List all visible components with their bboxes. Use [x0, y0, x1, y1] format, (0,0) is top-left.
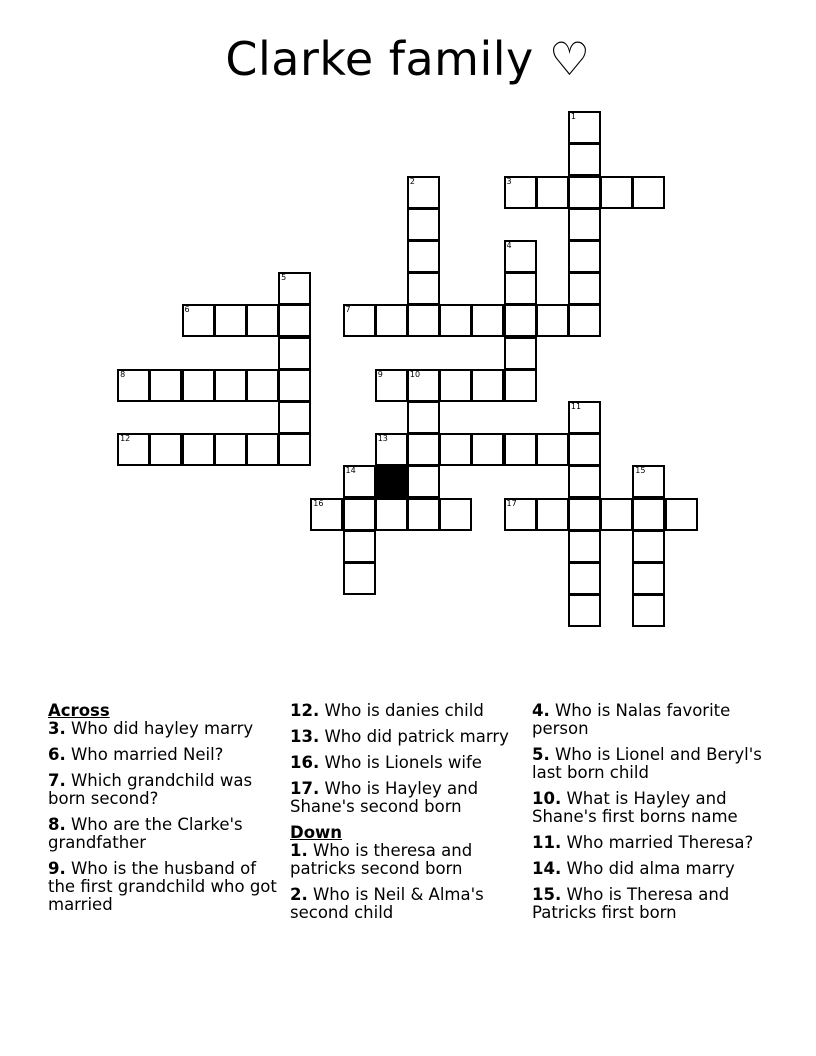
grid-cell[interactable]	[536, 176, 569, 209]
clue-number: 7	[345, 305, 351, 315]
grid-cell[interactable]	[407, 208, 440, 241]
grid-cell[interactable]	[439, 369, 472, 402]
grid-cell[interactable]	[568, 208, 601, 241]
clue-number: 5	[281, 273, 287, 283]
grid-cell[interactable]	[439, 304, 472, 337]
grid-cell[interactable]	[600, 498, 633, 531]
clue-number: 10	[409, 369, 421, 379]
clue-number: 16	[313, 498, 324, 508]
grid-cell[interactable]	[278, 369, 311, 402]
grid-cell[interactable]	[632, 562, 665, 595]
clue-across-8: 8. Who are the Clarke's grandfather	[48, 815, 243, 852]
grid-cell[interactable]	[343, 562, 376, 595]
clue-across-16: 16. Who is Lionels wife	[290, 753, 482, 772]
clue-number: 15	[635, 466, 646, 476]
grid-cell[interactable]	[504, 369, 537, 402]
grid-cell[interactable]	[407, 433, 440, 466]
grid-cell[interactable]	[568, 111, 601, 144]
grid-cell[interactable]	[632, 465, 665, 498]
grid-cell[interactable]	[407, 498, 440, 531]
grid-cell[interactable]	[568, 272, 601, 305]
grid-cell[interactable]	[278, 272, 311, 305]
clue-down-4: 4. Who is Nalas favorite person	[532, 701, 731, 738]
grid-cell[interactable]	[504, 498, 537, 531]
clue-number: 9	[377, 369, 383, 379]
grid-cell[interactable]	[375, 304, 408, 337]
clue-across-3: 3. Who did hayley marry	[48, 719, 254, 738]
grid-cell[interactable]	[375, 498, 408, 531]
clue-number: 12	[120, 434, 131, 444]
grid-cell[interactable]	[343, 498, 376, 531]
grid-cell[interactable]	[214, 304, 247, 337]
clue-down-14: 14. Who did alma marry	[532, 859, 735, 878]
clue-number: 13	[377, 434, 388, 444]
clue-number: 14	[345, 466, 356, 476]
clues-column-3	[532, 702, 772, 930]
grid-cell[interactable]	[632, 498, 665, 531]
grid-cell[interactable]	[182, 304, 215, 337]
grid-cell[interactable]	[149, 433, 182, 466]
grid-cell[interactable]	[568, 562, 601, 595]
grid-cell[interactable]	[246, 369, 279, 402]
grid-cell[interactable]	[471, 304, 504, 337]
grid-cell[interactable]	[568, 401, 601, 434]
grid-cell[interactable]	[568, 433, 601, 466]
grid-cell[interactable]	[568, 143, 601, 176]
grid-cell[interactable]	[632, 594, 665, 627]
down-heading: Down	[290, 823, 343, 842]
clue-down-10: 10. What is Hayley and Shane's first borns name	[532, 789, 738, 826]
grid-cell[interactable]	[343, 530, 376, 563]
grid-cell[interactable]	[504, 337, 537, 370]
grid-cell[interactable]	[310, 498, 343, 531]
grid-cell[interactable]	[182, 369, 215, 402]
grid-cell[interactable]	[568, 465, 601, 498]
grid-cell[interactable]	[568, 530, 601, 563]
clue-number: 1	[570, 112, 576, 122]
clue-down-2: 2. Who is Neil & Alma's second child	[290, 885, 484, 922]
clue-down-5: 5. Who is Lionel and Beryl's last born child	[532, 745, 762, 782]
clue-number: 11	[570, 401, 582, 411]
grid-cell[interactable]	[407, 176, 440, 209]
grid-cell[interactable]	[504, 433, 537, 466]
grid-cell[interactable]	[375, 433, 408, 466]
grid-cell[interactable]	[568, 498, 601, 531]
clue-across-13: 13. Who did patrick marry	[290, 727, 509, 746]
grid-cell[interactable]	[536, 433, 569, 466]
grid-cell[interactable]	[536, 498, 569, 531]
grid-cell[interactable]	[471, 433, 504, 466]
grid-cell[interactable]	[117, 433, 150, 466]
grid-cell[interactable]	[407, 272, 440, 305]
clue-down-11: 11. Who married Theresa?	[532, 833, 754, 852]
across-heading: Across	[48, 701, 110, 720]
clue-number: 17	[506, 498, 517, 508]
grid-cell[interactable]	[407, 401, 440, 434]
grid-cell[interactable]	[407, 369, 440, 402]
clue-across-9: 9. Who is the husband of the first grandchild who got married	[48, 859, 277, 914]
grid-cell[interactable]	[214, 433, 247, 466]
clues-column-2	[290, 702, 520, 930]
grid-cell[interactable]	[375, 369, 408, 402]
grid-cell[interactable]	[439, 498, 472, 531]
grid-cell[interactable]	[407, 304, 440, 337]
grid-cell[interactable]	[278, 304, 311, 337]
grid-cell[interactable]	[504, 240, 537, 273]
clues-column-1	[48, 702, 278, 922]
grid-cell[interactable]	[278, 433, 311, 466]
clue-across-6: 6. Who married Neil?	[48, 745, 224, 764]
grid-cell[interactable]	[632, 530, 665, 563]
grid-cell[interactable]	[568, 240, 601, 273]
grid-cell[interactable]	[568, 304, 601, 337]
clue-number: 2	[409, 176, 415, 186]
clue-number: 6	[184, 305, 190, 315]
grid-cell[interactable]	[117, 369, 150, 402]
grid-cell[interactable]	[568, 594, 601, 627]
clue-down-15: 15. Who is Theresa and Patricks first born	[532, 885, 730, 922]
clue-number: 4	[506, 240, 512, 250]
grid-cell[interactable]	[600, 176, 633, 209]
grid-cell-black	[375, 465, 408, 498]
grid-cell[interactable]	[182, 433, 215, 466]
grid-cell[interactable]	[343, 304, 376, 337]
grid-cell[interactable]	[149, 369, 182, 402]
grid-cell[interactable]	[214, 369, 247, 402]
clue-across-7: 7. Which grandchild was born second?	[48, 771, 253, 808]
grid-cell[interactable]	[504, 304, 537, 337]
grid-cell[interactable]	[504, 272, 537, 305]
grid-cell[interactable]	[278, 401, 311, 434]
grid-cell[interactable]	[246, 433, 279, 466]
page-title: Clarke family ♡	[225, 32, 591, 86]
clue-number: 3	[506, 176, 512, 186]
grid-cell[interactable]	[504, 176, 537, 209]
clue-number: 8	[120, 369, 126, 379]
clue-across-12: 12. Who is danies child	[290, 701, 484, 720]
grid-cell[interactable]	[568, 176, 601, 209]
grid-cell[interactable]	[536, 304, 569, 337]
grid-cell[interactable]	[278, 337, 311, 370]
clue-down-1: 1. Who is theresa and patricks second born	[290, 841, 473, 878]
grid-cell[interactable]	[439, 433, 472, 466]
grid-cell[interactable]	[665, 498, 698, 531]
grid-cell[interactable]	[632, 176, 665, 209]
grid-cell[interactable]	[343, 465, 376, 498]
grid-cell[interactable]	[407, 240, 440, 273]
grid-cell[interactable]	[471, 369, 504, 402]
grid-cell[interactable]	[246, 304, 279, 337]
grid-cell[interactable]	[407, 465, 440, 498]
clue-across-17: 17. Who is Hayley and Shane's second born	[290, 779, 479, 816]
